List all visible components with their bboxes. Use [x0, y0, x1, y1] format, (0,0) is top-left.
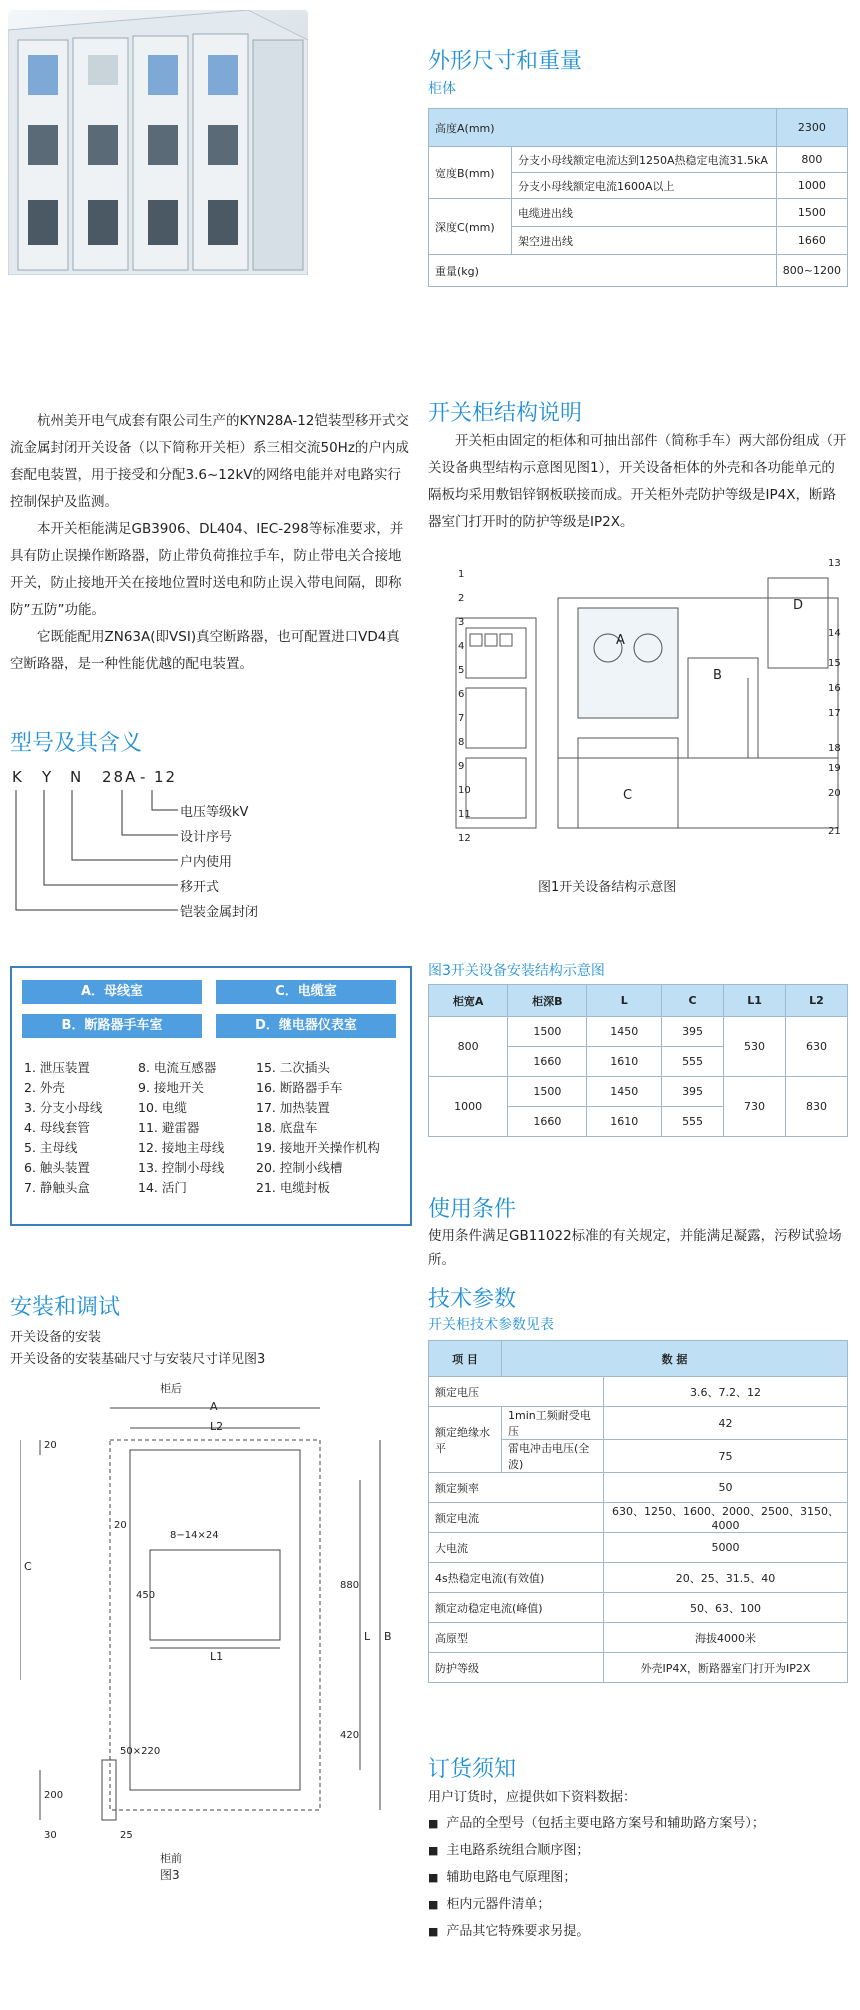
- product-photo: [8, 10, 308, 275]
- dim-width-value-1: 800: [776, 147, 847, 173]
- dimensions-title: 外形尺寸和重量: [428, 49, 583, 74]
- dim-depth-value-1: 1500: [776, 199, 847, 227]
- switchgear-diagram: [448, 558, 848, 848]
- dim-depth-value-2: 1660: [776, 227, 847, 255]
- dim-width-label: 宽度B(mm): [429, 147, 512, 199]
- dim-depth-desc-2: 架空进出线: [512, 227, 777, 255]
- dim-weight-label: 重量(kg): [429, 255, 777, 287]
- order-title: 订货须知: [428, 1757, 517, 1782]
- dimensions-table: [428, 108, 848, 287]
- order-item: ■ 辅助电路电气原理图；: [428, 1864, 765, 1891]
- structure-text: 开关柜由固定的柜体和可抽出部件（简称手车）两大部份组成（开关设备典型结构示意图见图1），开关设备柜体的外壳和各功能单元的隔板均采用敷铝锌钢板联接而成。开关柜外壳防护等级是IP4X，断路器室门打开时的防护等级是IP2X。: [428, 433, 847, 530]
- intro-paragraph-2: 本开关柜能满足GB3906、DL404、IEC-298等标准要求，并具有防止误操作断路器，防止带负荷推拉手车，防止带电关合接地开关，防止接地开关在接地位置时送电和防止误入带电间隔，即称防”五防”功能。: [10, 521, 404, 618]
- install-structure-table: 柜宽A 柜深B L C L1 L2 800 1500 1450 395 530 630 1660 1610 555 1000 1500 1450 395 730 830 1660 1610 555: [428, 984, 848, 1137]
- install-line-2: 开关设备的安装基础尺寸与安装尺寸详见图3: [10, 1352, 266, 1367]
- order-item: ■ 产品其它特殊要求另提。: [428, 1918, 765, 1945]
- dim-width-desc-2: 分支小母线额定电流1600A以上: [512, 173, 777, 199]
- usage-title: 使用条件: [428, 1197, 517, 1222]
- intro-text: [10, 408, 410, 678]
- tech-subtitle: 开关柜技术参数见表: [428, 1317, 554, 1333]
- dimensions-subtitle: 柜体: [428, 81, 456, 97]
- tech-title: 技术参数: [428, 1287, 517, 1312]
- tech-table: 项 目 数 据 额定电压 3.6、7.2、12 额定绝缘水平 1min工频耐受电压 42 雷电冲击电压(全波) 75 额定频率 50 额定电流 630、1250、1600、2000、2500、3150、4000 大电流 5000 4s热稳定电流(有效值) 20、25、31.5、40 额定动稳定电流(峰值) 50、63、100 高原型 海拔4000米 防护等级 外壳IP4X，断路器室门打开为IP2X: [428, 1340, 848, 1683]
- model-meanings: 电压等级kV 设计序号 户内使用 移开式 铠装金属封闭: [180, 805, 259, 920]
- cabinet-illustration: [8, 10, 308, 275]
- dim-row-height-value: 2300: [776, 109, 847, 147]
- intro-paragraph-3: 它既能配用ZN63A(即VSI)真空断路器，也可配置进口VD4真空断路器，是一种性能优越的配电装置。: [10, 629, 400, 672]
- order-intro: 用户订货时，应提供如下资料数据：: [428, 1790, 637, 1805]
- legend-panel: A．母线室 C．电缆室 B．断路器手车室 D．继电器仪表室 1. 泄压装置 2. 外壳 3. 分支小母线 4. 母线套管 5. 主母线 6. 触头装置 7. 静触头盒 8. 电流互感器 9. 接地开关 10. 电缆 11. 避雷器 12. 接地主母线 13. 控制小母线 14. 活门 15. 二次插头 16. 断路器手车 17. 加热装置 18. 底盘车 19. 接地开关操作机构 20. 控制小线槽 21. 电缆封板: [10, 966, 412, 1226]
- install-table-title: 图3开关设备安装结构示意图: [428, 963, 605, 979]
- model-brackets: [10, 790, 190, 920]
- install-drawing: [20, 1380, 420, 1880]
- dim-depth-label: 深度C(mm): [429, 199, 512, 255]
- order-item: ■ 产品的全型号（包括主要电路方案号和辅助路方案号）；: [428, 1810, 765, 1837]
- figure1-caption: 图1开关设备结构示意图: [538, 880, 677, 895]
- order-list: [428, 1810, 765, 1945]
- install-figure: 柜后 A L2 L1 C B L 8−14×24 50×220 20 20 450 880 420 200 30 25 柜前 图3: [20, 1380, 420, 1880]
- install-line-1: 开关设备的安装: [10, 1330, 102, 1345]
- structure-figure: 1 2 3 4 5 6 7 8 9 10 11 12 13 14 15 16 17 18 19 20 21 A B C D: [448, 558, 848, 848]
- usage-text: 使用条件满足GB11022标准的有关规定，并能满足凝露，污秽试验场所。: [428, 1228, 842, 1268]
- install-title: 安装和调试: [10, 1295, 121, 1320]
- zone-c: C: [623, 788, 633, 803]
- dim-width-value-2: 1000: [776, 173, 847, 199]
- dim-row-height-label: 高度A(mm): [429, 109, 777, 147]
- legend-col-3: 15. 二次插头 16. 断路器手车 17. 加热装置 18. 底盘车 19. 接地开关操作机构 20. 控制小线槽 21. 电缆封板: [256, 1060, 380, 1195]
- legend-col-1: 1. 泄压装置 2. 外壳 3. 分支小母线 4. 母线套管 5. 主母线 6. 触头装置 7. 静触头盒: [24, 1060, 103, 1195]
- order-item: ■ 柜内元器件清单；: [428, 1891, 765, 1918]
- model-title: 型号及其含义: [10, 731, 143, 756]
- zone-b: B: [713, 668, 722, 683]
- intro-paragraph-1: 杭州美开电气成套有限公司生产的KYN28A-12铠装型移开式交流金属封闭开关设备（以下简称开关柜）系三相交流50Hz的户内成套配电装置，用于接受和分配3.6~12kV的网络电能并对电路实行控制保护及监测。: [10, 413, 409, 510]
- dim-depth-desc-1: 电缆进出线: [512, 199, 777, 227]
- figure3-caption: 图3: [160, 1868, 180, 1882]
- zone-d: D: [793, 598, 804, 613]
- structure-title: 开关柜结构说明: [428, 401, 583, 426]
- legend-col-2: 8. 电流互感器 9. 接地开关 10. 电缆 11. 避雷器 12. 接地主母线 13. 控制小母线 14. 活门: [138, 1060, 225, 1195]
- zone-a: A: [616, 633, 625, 648]
- dim-width-desc-1: 分支小母线额定电流达到1250A热稳定电流31.5kA: [512, 147, 777, 173]
- order-item: ■ 主电路系统组合顺序图；: [428, 1837, 765, 1864]
- dim-weight-value: 800~1200: [776, 255, 847, 287]
